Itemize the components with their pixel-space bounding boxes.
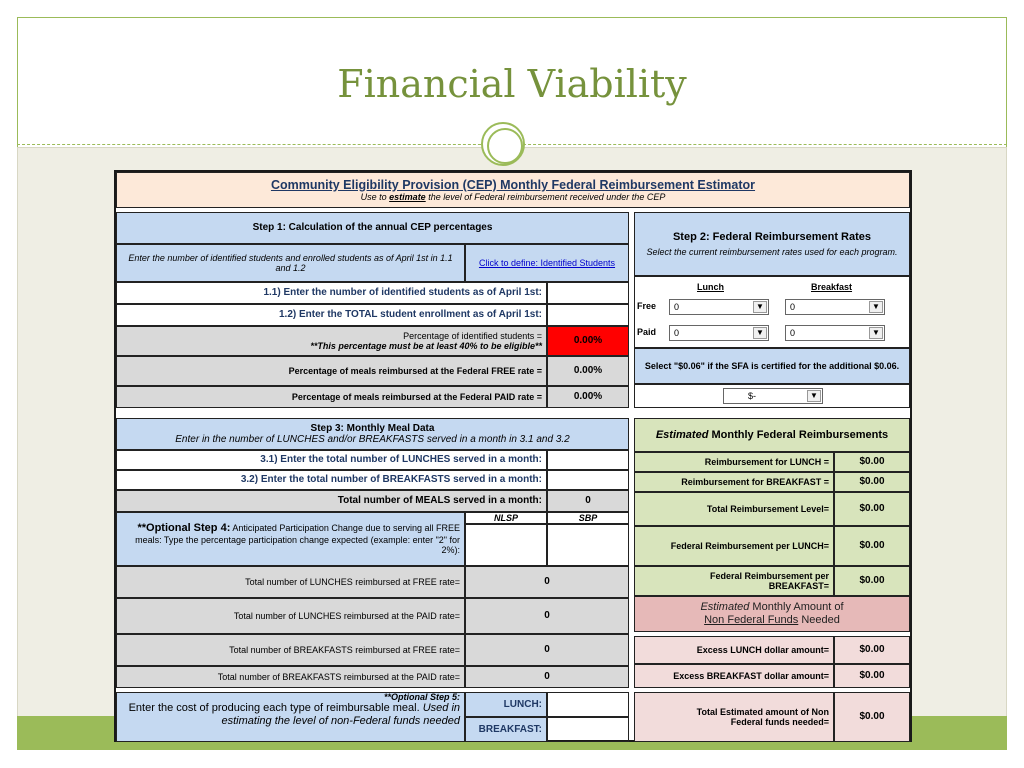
step4-label-cell — [116, 512, 465, 566]
estimates-title — [634, 418, 910, 452]
paid-breakfast-rate-select[interactable] — [785, 325, 885, 341]
paid-breakfast-rate-value: 0 — [790, 327, 796, 338]
breakfast-cost-input[interactable] — [547, 717, 629, 742]
estimate-label-2: Total Reimbursement Level= — [634, 492, 834, 526]
pct-paid-value: 0.00% — [547, 386, 629, 408]
step4-title: **Optional Step 4: — [137, 522, 231, 535]
nonfederal-title-line1 — [700, 601, 843, 614]
total-value-2: 0 — [465, 634, 629, 666]
sfa-select-cell — [634, 384, 910, 408]
total-label-0: Total number of LUNCHES reimbursed at FREE rate= — [116, 566, 465, 598]
nonfederal-title-emphasis: Estimated — [700, 601, 750, 614]
nonfederal-label-2: Total Estimated amount of Non Federal funds needed= — [634, 692, 834, 742]
circle-ornament-icon — [481, 122, 525, 166]
estimator-header — [116, 172, 910, 208]
sfa-note: Select "$0.06" if the SFA is certified for the additional $0.06. — [634, 348, 910, 384]
chevron-down-icon: ▼ — [869, 301, 883, 313]
estimator-title: Community Eligibility Provision (CEP) Monthly Federal Reimbursement Estimator — [270, 177, 756, 192]
sfa-additional-rate-select[interactable] — [723, 388, 823, 404]
eligibility-note: **This percentage must be at least 40% to be eligible** — [310, 341, 542, 351]
total-label-1: Total number of LUNCHES reimbursed at the PAID rate= — [116, 598, 465, 634]
paid-lunch-rate-value: 0 — [674, 327, 680, 338]
subtitle-emphasis: estimate — [389, 192, 426, 203]
row-3-2-label: 3.2) Enter the total number of BREAKFASTS served in a month: — [116, 470, 547, 490]
estimate-value-1: $0.00 — [834, 472, 910, 492]
total-label-2: Total number of BREAKFASTS reimbursed at FREE rate= — [116, 634, 465, 666]
estimate-label-0: Reimbursement for LUNCH = — [634, 452, 834, 472]
free-lunch-rate-select[interactable] — [669, 299, 769, 315]
nonfederal-title-line2 — [704, 614, 840, 627]
row-1-1-label: 1.1) Enter the number of identified students as of April 1st: — [116, 282, 547, 304]
sbp-change-input[interactable] — [547, 524, 629, 566]
paid-row-label: Paid — [637, 327, 657, 337]
pct-identified-label: Percentage of identified students = — [403, 330, 542, 341]
chevron-down-icon: ▼ — [807, 390, 821, 402]
row-1-2-label: 1.2) Enter the TOTAL student enrollment as of April 1st: — [116, 304, 547, 326]
breakfast-column-label: Breakfast — [811, 282, 853, 292]
step5-title: **Optional Step 5: — [383, 692, 460, 702]
total-value-1: 0 — [465, 598, 629, 634]
nlsp-change-input[interactable] — [465, 524, 547, 566]
nonfederal-value-1: $0.00 — [834, 664, 910, 688]
pct-identified-value: 0.00% — [547, 326, 629, 356]
total-enrollment-input[interactable] — [547, 304, 629, 326]
free-lunch-rate-value: 0 — [674, 301, 680, 312]
chevron-down-icon: ▼ — [753, 301, 767, 313]
pct-paid-label: Percentage of meals reimbursed at the Federal PAID rate = — [116, 386, 547, 408]
step5-lunch-label: LUNCH: — [465, 692, 547, 717]
estimate-value-0: $0.00 — [834, 452, 910, 472]
total-value-3: 0 — [465, 666, 629, 688]
sfa-rate-value: $- — [748, 390, 757, 401]
step1-instruction: Enter the number of identified students and enrolled students as of April 1st in 1.1 and 1.2 — [116, 244, 465, 282]
nonfederal-title — [634, 596, 910, 632]
estimate-label-3: Federal Reimbursement per LUNCH= — [634, 526, 834, 566]
step3-header — [116, 418, 629, 450]
free-breakfast-rate-select[interactable] — [785, 299, 885, 315]
step2-header — [634, 212, 910, 276]
step5-breakfast-label: BREAKFAST: — [465, 717, 547, 742]
step5-text-emphasis: Used in estimating the level of non-Federal funds needed — [221, 702, 460, 727]
step5-text — [117, 702, 460, 727]
step5-text-pre: Enter the cost of producing each type of reimbursable meal. — [128, 702, 423, 714]
total-meals-value: 0 — [547, 490, 629, 512]
nonfederal-title-rest: Monthly Amount of — [749, 601, 844, 614]
identified-students-input[interactable] — [547, 282, 629, 304]
total-value-0: 0 — [465, 566, 629, 598]
estimator-subtitle — [361, 192, 666, 202]
subtitle-post: the level of Federal reimbursement received under the CEP — [425, 192, 666, 203]
total-label-3: Total number of BREAKFASTS reimbursed at the PAID rate= — [116, 666, 465, 688]
estimate-value-3: $0.00 — [834, 526, 910, 566]
step1-define-cell — [465, 244, 629, 282]
nonfederal-title-underline: Non Federal Funds — [704, 614, 799, 626]
step3-subtitle: Enter in the number of LUNCHES and/or BREAKFASTS served in a month in 3.1 and 3.2 — [175, 434, 570, 445]
sbp-header: SBP — [547, 512, 629, 524]
nonfederal-value-0: $0.00 — [834, 636, 910, 664]
estimate-value-4: $0.00 — [834, 566, 910, 596]
nonfederal-value-2: $0.00 — [834, 692, 910, 742]
estimate-value-2: $0.00 — [834, 492, 910, 526]
paid-lunch-rate-select[interactable] — [669, 325, 769, 341]
lunch-column-label: Lunch — [697, 282, 724, 292]
nonfederal-title-line2-rest: Needed — [798, 614, 840, 626]
estimates-title-rest: Monthly Federal Reimbursements — [708, 428, 889, 441]
slide-title: Financial Viability — [337, 62, 687, 106]
pct-free-label: Percentage of meals reimbursed at the Federal FREE rate = — [116, 356, 547, 386]
nlsp-header: NLSP — [465, 512, 547, 524]
chevron-down-icon: ▼ — [869, 327, 883, 339]
pct-free-value: 0.00% — [547, 356, 629, 386]
row-3-1-label: 3.1) Enter the total number of LUNCHES served in a month: — [116, 450, 547, 470]
step2-subtitle: Select the current reimbursement rates used for each program. — [646, 246, 898, 257]
pct-identified-label-cell — [116, 326, 547, 356]
chevron-down-icon: ▼ — [753, 327, 767, 339]
estimate-label-4: Federal Reimbursement per BREAKFAST= — [634, 566, 834, 596]
nonfederal-label-0: Excess LUNCH dollar amount= — [634, 636, 834, 664]
step1-title: Step 1: Calculation of the annual CEP percentages — [116, 212, 629, 244]
step4-description: Anticipated Participation Change due to serving all FREE meals: Type the percentage participation change expected (example: enter "2" for 2%): — [135, 523, 460, 556]
subtitle-pre: Use to — [360, 192, 390, 203]
step4-text — [117, 522, 460, 555]
step2-title: Step 2: Federal Reimbursement Rates — [672, 231, 872, 243]
reimbursement-estimator-sheet — [114, 170, 912, 742]
free-breakfast-rate-value: 0 — [790, 301, 796, 312]
lunch-cost-input[interactable] — [547, 692, 629, 717]
nonfederal-label-1: Excess BREAKFAST dollar amount= — [634, 664, 834, 688]
rates-panel — [634, 276, 910, 348]
total-meals-label: Total number of MEALS served in a month: — [116, 490, 547, 512]
estimate-label-1: Reimbursement for BREAKFAST = — [634, 472, 834, 492]
step5-label-cell — [116, 692, 465, 742]
free-row-label: Free — [637, 301, 657, 311]
step3-title: Step 3: Monthly Meal Data — [310, 422, 435, 434]
define-identified-students-link[interactable]: Click to define: Identified Students — [478, 257, 616, 268]
estimates-title-emphasis: Estimated — [655, 428, 709, 441]
lunches-served-input[interactable] — [547, 450, 629, 470]
breakfasts-served-input[interactable] — [547, 470, 629, 490]
